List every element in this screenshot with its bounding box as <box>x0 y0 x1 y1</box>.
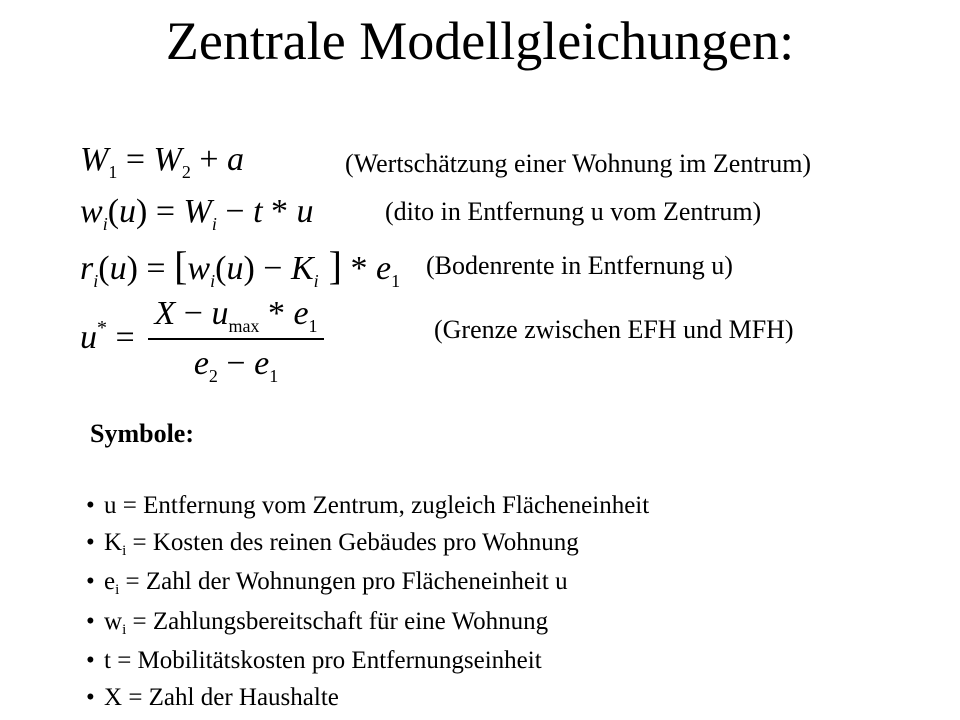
symbol-name: t <box>104 647 111 675</box>
fraction-bar <box>148 338 324 340</box>
equation-boundary-fraction <box>148 294 324 386</box>
list-item <box>86 564 649 604</box>
list-item <box>86 488 649 525</box>
bullet-icon: • <box>86 647 95 675</box>
page-title: Zentrale Modellgleichungen: <box>165 11 795 71</box>
list-item <box>86 604 649 644</box>
symbol-name: e <box>104 568 116 596</box>
symbols-heading: Symbole: <box>90 419 194 448</box>
symbol-definition: = Zahl der Wohnungen pro Flächeneinheit u <box>119 568 568 596</box>
symbol-name: w <box>104 607 123 635</box>
list-item <box>86 643 649 680</box>
symbol-name: u <box>104 492 117 519</box>
symbol-definition: = Kosten des reinen Gebäudes pro Wohnung <box>126 528 579 556</box>
symbol-definition: = Zahlungsbereitschaft für eine Wohnung <box>126 607 549 635</box>
symbol-name: X <box>104 683 123 711</box>
bullet-icon: • <box>86 528 95 556</box>
fraction-denominator: $e_2 - e_1$ <box>193 345 279 386</box>
symbol-definition: = Mobilitätskosten pro Entfernungseinheit <box>110 647 542 675</box>
fraction-numerator: $X - u_{max} * e_1$ <box>154 295 318 336</box>
list-item <box>86 680 649 717</box>
equation-description: (Grenze zwischen EFH und MFH) <box>434 315 794 344</box>
symbol-subscript: i <box>115 582 120 599</box>
equation-value-center: $W_1 = W_2 + a$ <box>80 141 245 182</box>
symbol-name: K <box>104 528 123 556</box>
bullet-icon: • <box>86 492 95 519</box>
symbol-definition: = Zahl der Haushalte <box>122 683 339 711</box>
list-item <box>86 525 649 565</box>
bullet-icon: • <box>86 683 95 711</box>
bullet-icon: • <box>86 568 95 596</box>
symbol-subscript: i <box>122 621 127 638</box>
bullet-icon: • <box>86 607 95 635</box>
equation-value-distance: $w_i(u) = W_i - t * u$ <box>80 193 314 234</box>
symbol-subscript: i <box>122 542 127 559</box>
symbol-definition: = Entfernung vom Zentrum, zugleich Flächeneinheit <box>116 492 650 519</box>
equation-description: (dito in Entfernung u vom Zentrum) <box>385 197 762 226</box>
equation-land-rent: $r_i(u) = [w_i(u) - K_i$ ] * $e_1$ <box>80 243 401 291</box>
equation-boundary-lhs: u* = <box>80 317 135 356</box>
equation-description: (Wertschätzung einer Wohnung im Zentrum) <box>345 149 812 178</box>
symbols-list <box>86 488 649 717</box>
equation-description: (Bodenrente in Entfernung u) <box>426 251 733 280</box>
